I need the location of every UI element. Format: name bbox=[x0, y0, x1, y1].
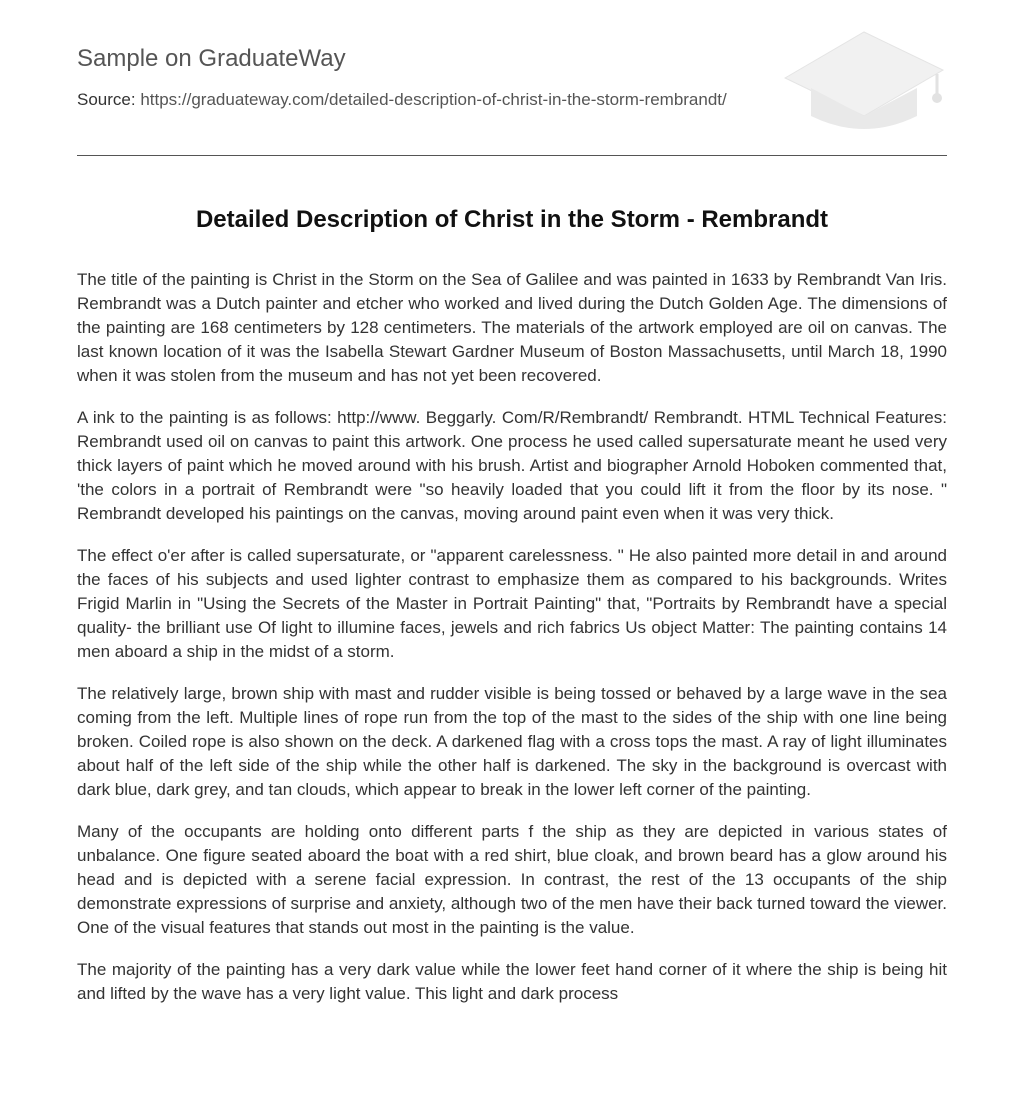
source-link[interactable]: https://graduateway.com/detailed-description-of-christ-in-the-storm-rembrandt/ bbox=[140, 90, 727, 109]
graduation-cap-icon bbox=[781, 30, 947, 134]
header-divider bbox=[77, 155, 947, 156]
source-line bbox=[77, 89, 727, 111]
source-label: Source: bbox=[77, 90, 136, 109]
paragraph: Many of the occupants are holding onto different parts f the ship as they are depicted in various states of unbalance. One figure seated aboard the boat with a red shirt, blue cloak, and brown beard has a glow around his head and is depicted with a serene facial expression. In contrast, the rest of the 13 occupants of the ship demonstrate expressions of surprise and anxiety, although two of the men have their back turned toward the viewer. One of the visual features that stands out most in the painting is the value. bbox=[77, 822, 948, 937]
paragraph: The title of the painting is Christ in the Storm on the Sea of Galilee and was painted in 1633 by Rembrandt Van Iris. Rembrandt was a Dutch painter and etcher who worked and lived during the Dutch Golden Age. The dimensions of the painting are 168 centimeters by 128 centimeters. The materials of the artwork employed are oil on canvas. The last known location of it was the Isabella Stewart Gardner Museum of Boston Massachusetts, until March 18, 1990 when it was stolen from the museum and has not yet been recovered. bbox=[77, 270, 947, 385]
paragraph: The majority of the painting has a very dark value while the lower feet hand corner of it where the ship is being hit and lifted by the wave has a very light value. This light and dark process bbox=[77, 960, 947, 1003]
paragraph: The effect o'er after is called supersaturate, or "apparent carelessness. " He also painted more detail in and around the faces of his subjects and used lighter contrast to emphasize them as compared to his backgrounds. Writes Frigid Marlin in "Using the Secrets of the Master in Portrait Painting" that, "Portraits by Rembrandt have a special quality- the brilliant use Of light to illumine faces, jewels and rich fabrics Us object Matter: The painting contains 14 men aboard a ship in the midst of a storm. bbox=[77, 546, 947, 661]
document-body bbox=[77, 268, 947, 1024]
paragraph: The relatively large, brown ship with mast and rudder visible is being tossed or behaved by a large wave in the sea coming from the left. Multiple lines of rope run from the top of the mast to the sides of the ship with one line being broken. Coiled rope is also shown on the deck. A darkened flag with a cross tops the mast. A ray of light illuminates about half of the left side of the ship while the other half is darkened. The sky in the background is overcast with dark blue, dark grey, and tan clouds, which appear to break in the lower left corner of the painting. bbox=[77, 684, 947, 799]
site-title: Sample on GraduateWay bbox=[77, 45, 346, 72]
document-title: Detailed Description of Christ in the Storm - Rembrandt bbox=[195, 206, 829, 233]
page-header bbox=[77, 0, 947, 156]
paragraph: A ink to the painting is as follows: http://www. Beggarly. Com/R/Rembrandt/ Rembrandt. HTML Technical Features: Rembrandt used oil on canvas to paint this artwork. One process he used called supersaturate meant he used very thick layers of paint which he moved around with his brush. Artist and biographer Arnold Hoboken commented that, 'the colors in a portrait of Rembrandt were "so heavily loaded that you could lift it from the floor by its nose. " Rembrandt developed his paintings on the canvas, moving around paint even when it was very thick. bbox=[77, 408, 947, 523]
